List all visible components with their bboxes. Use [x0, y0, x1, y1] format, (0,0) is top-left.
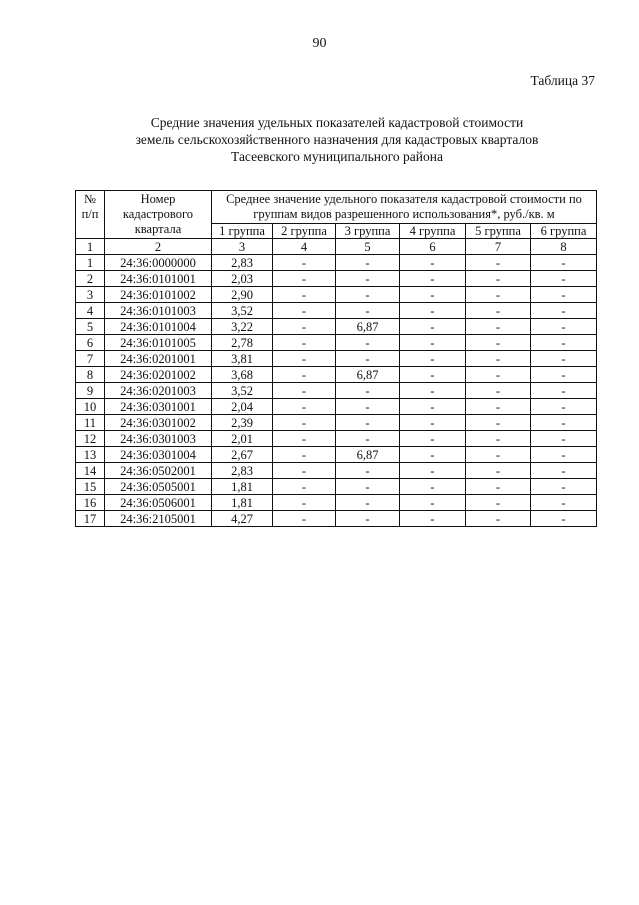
- quarter-number-cell: 24:36:0502001: [105, 463, 212, 479]
- group-5-value: -: [466, 303, 531, 319]
- row-number-cell: 14: [76, 463, 105, 479]
- group-4-value: -: [400, 367, 466, 383]
- table-row: [76, 415, 597, 431]
- group-3-value: -: [336, 287, 400, 303]
- table-row: [76, 303, 597, 319]
- group-3-value: -: [336, 335, 400, 351]
- group-6-value: -: [531, 399, 597, 415]
- group-1-value: 2,83: [212, 255, 273, 271]
- group-1-value: 2,01: [212, 431, 273, 447]
- group-1-value: 2,03: [212, 271, 273, 287]
- quarter-number-cell: 24:36:0301003: [105, 431, 212, 447]
- group-6-value: -: [531, 367, 597, 383]
- header-index-row: [76, 239, 597, 255]
- row-number-cell: 11: [76, 415, 105, 431]
- group-1-value: 3,81: [212, 351, 273, 367]
- group-4-value: -: [400, 351, 466, 367]
- group-6-value: -: [531, 271, 597, 287]
- group-3-value: -: [336, 431, 400, 447]
- table-row: [76, 479, 597, 495]
- table-body: [76, 255, 597, 527]
- index-cell: 6: [400, 239, 466, 255]
- group-3-value: -: [336, 399, 400, 415]
- group-2-value: -: [273, 383, 336, 399]
- group-6-value: -: [531, 463, 597, 479]
- index-cell: 8: [531, 239, 597, 255]
- table-row: [76, 271, 597, 287]
- quarter-number-cell: 24:36:0101002: [105, 287, 212, 303]
- header-number: № п/п: [76, 191, 105, 239]
- row-number-cell: 2: [76, 271, 105, 287]
- group-5-value: -: [466, 255, 531, 271]
- index-cell: 7: [466, 239, 531, 255]
- table-row: [76, 495, 597, 511]
- quarter-number-cell: 24:36:0301002: [105, 415, 212, 431]
- table-row: [76, 335, 597, 351]
- group-3-value: -: [336, 511, 400, 527]
- document-title: [0, 114, 639, 165]
- group-6-value: -: [531, 431, 597, 447]
- group-2-value: -: [273, 271, 336, 287]
- group-2-value: -: [273, 511, 336, 527]
- group-4-value: -: [400, 335, 466, 351]
- quarter-number-cell: 24:36:0101004: [105, 319, 212, 335]
- group-2-value: -: [273, 319, 336, 335]
- title-line-2: земель сельскохозяйственного назначения для кадастровых кварталов: [135, 132, 539, 147]
- row-number-cell: 6: [76, 335, 105, 351]
- header-average-value: Среднее значение удельного показателя кадастровой стоимости по группам видов разрешенного использования*, руб./кв. м: [212, 191, 597, 224]
- group-3-value: -: [336, 351, 400, 367]
- quarter-number-cell: 24:36:0201002: [105, 367, 212, 383]
- cadastral-value-table: [75, 190, 597, 527]
- group-5-value: -: [466, 511, 531, 527]
- group-3-value: -: [336, 463, 400, 479]
- row-number-cell: 4: [76, 303, 105, 319]
- group-1-value: 3,52: [212, 303, 273, 319]
- quarter-number-cell: 24:36:0101005: [105, 335, 212, 351]
- index-cell: 1: [76, 239, 105, 255]
- quarter-number-cell: 24:36:0301004: [105, 447, 212, 463]
- group-4-value: -: [400, 287, 466, 303]
- header-group-1: 1 группа: [212, 223, 273, 238]
- quarter-number-cell: 24:36:0201003: [105, 383, 212, 399]
- quarter-number-cell: 24:36:0000000: [105, 255, 212, 271]
- group-5-value: -: [466, 431, 531, 447]
- group-1-value: 2,04: [212, 399, 273, 415]
- group-1-value: 4,27: [212, 511, 273, 527]
- group-1-value: 3,68: [212, 367, 273, 383]
- header-quarter: Номер кадастрового квартала: [105, 191, 212, 239]
- group-4-value: -: [400, 303, 466, 319]
- group-3-value: -: [336, 271, 400, 287]
- group-3-value: 6,87: [336, 319, 400, 335]
- group-6-value: -: [531, 495, 597, 511]
- group-4-value: -: [400, 383, 466, 399]
- group-6-value: -: [531, 335, 597, 351]
- group-5-value: -: [466, 335, 531, 351]
- group-1-value: 2,39: [212, 415, 273, 431]
- title-line-3: Тасеевского муниципального района: [231, 149, 443, 164]
- group-2-value: -: [273, 431, 336, 447]
- group-2-value: -: [273, 287, 336, 303]
- row-number-cell: 1: [76, 255, 105, 271]
- group-6-value: -: [531, 351, 597, 367]
- group-5-value: -: [466, 271, 531, 287]
- index-cell: 3: [212, 239, 273, 255]
- group-2-value: -: [273, 367, 336, 383]
- group-6-value: -: [531, 479, 597, 495]
- group-3-value: -: [336, 415, 400, 431]
- table-row: [76, 351, 597, 367]
- table-row: [76, 367, 597, 383]
- row-number-cell: 12: [76, 431, 105, 447]
- group-3-value: -: [336, 383, 400, 399]
- header-group-2: 2 группа: [273, 223, 336, 238]
- quarter-number-cell: 24:36:0201001: [105, 351, 212, 367]
- group-2-value: -: [273, 495, 336, 511]
- row-number-cell: 8: [76, 367, 105, 383]
- quarter-number-cell: 24:36:0301001: [105, 399, 212, 415]
- group-4-value: -: [400, 399, 466, 415]
- page-number: 90: [312, 36, 327, 51]
- table-row: [76, 319, 597, 335]
- group-1-value: 2,83: [212, 463, 273, 479]
- group-3-value: -: [336, 255, 400, 271]
- group-5-value: -: [466, 383, 531, 399]
- quarter-number-cell: 24:36:0101003: [105, 303, 212, 319]
- group-6-value: -: [531, 287, 597, 303]
- group-2-value: -: [273, 415, 336, 431]
- group-2-value: -: [273, 479, 336, 495]
- row-number-cell: 7: [76, 351, 105, 367]
- group-3-value: 6,87: [336, 367, 400, 383]
- index-cell: 5: [336, 239, 400, 255]
- group-2-value: -: [273, 255, 336, 271]
- group-1-value: 1,81: [212, 479, 273, 495]
- row-number-cell: 15: [76, 479, 105, 495]
- index-cell: 4: [273, 239, 336, 255]
- group-2-value: -: [273, 463, 336, 479]
- header-row-top: [76, 191, 597, 224]
- group-2-value: -: [273, 399, 336, 415]
- group-4-value: -: [400, 463, 466, 479]
- group-6-value: -: [531, 511, 597, 527]
- group-1-value: 3,52: [212, 383, 273, 399]
- group-4-value: -: [400, 415, 466, 431]
- row-number-cell: 10: [76, 399, 105, 415]
- group-4-value: -: [400, 511, 466, 527]
- group-3-value: -: [336, 479, 400, 495]
- quarter-number-cell: 24:36:0505001: [105, 479, 212, 495]
- group-5-value: -: [466, 415, 531, 431]
- group-2-value: -: [273, 335, 336, 351]
- group-4-value: -: [400, 271, 466, 287]
- group-6-value: -: [531, 303, 597, 319]
- group-6-value: -: [531, 415, 597, 431]
- title-line-1: Средние значения удельных показателей кадастровой стоимости: [150, 115, 524, 130]
- group-2-value: -: [273, 447, 336, 463]
- group-5-value: -: [466, 367, 531, 383]
- group-6-value: -: [531, 447, 597, 463]
- group-5-value: -: [466, 319, 531, 335]
- table-row: [76, 287, 597, 303]
- row-number-cell: 5: [76, 319, 105, 335]
- quarter-number-cell: 24:36:2105001: [105, 511, 212, 527]
- group-1-value: 3,22: [212, 319, 273, 335]
- table-row: [76, 431, 597, 447]
- header-group-6: 6 группа: [531, 223, 597, 238]
- group-2-value: -: [273, 351, 336, 367]
- group-4-value: -: [400, 495, 466, 511]
- row-number-cell: 13: [76, 447, 105, 463]
- table-label: Таблица 37: [530, 73, 595, 88]
- header-group-4: 4 группа: [400, 223, 466, 238]
- table-row: [76, 511, 597, 527]
- group-5-value: -: [466, 447, 531, 463]
- group-1-value: 2,78: [212, 335, 273, 351]
- group-4-value: -: [400, 431, 466, 447]
- group-6-value: -: [531, 383, 597, 399]
- quarter-number-cell: 24:36:0101001: [105, 271, 212, 287]
- row-number-cell: 16: [76, 495, 105, 511]
- group-4-value: -: [400, 255, 466, 271]
- group-1-value: 2,67: [212, 447, 273, 463]
- group-4-value: -: [400, 319, 466, 335]
- group-5-value: -: [466, 463, 531, 479]
- group-5-value: -: [466, 495, 531, 511]
- index-cell: 2: [105, 239, 212, 255]
- table-row: [76, 463, 597, 479]
- row-number-cell: 17: [76, 511, 105, 527]
- group-3-value: -: [336, 303, 400, 319]
- table-row: [76, 255, 597, 271]
- table-row: [76, 399, 597, 415]
- group-2-value: -: [273, 303, 336, 319]
- group-1-value: 1,81: [212, 495, 273, 511]
- header-group-5: 5 группа: [466, 223, 531, 238]
- row-number-cell: 3: [76, 287, 105, 303]
- header-group-3: 3 группа: [336, 223, 400, 238]
- group-5-value: -: [466, 479, 531, 495]
- table-row: [76, 383, 597, 399]
- group-3-value: 6,87: [336, 447, 400, 463]
- group-6-value: -: [531, 319, 597, 335]
- group-3-value: -: [336, 495, 400, 511]
- group-5-value: -: [466, 351, 531, 367]
- group-1-value: 2,90: [212, 287, 273, 303]
- table-row: [76, 447, 597, 463]
- group-6-value: -: [531, 255, 597, 271]
- group-5-value: -: [466, 287, 531, 303]
- row-number-cell: 9: [76, 383, 105, 399]
- group-4-value: -: [400, 447, 466, 463]
- quarter-number-cell: 24:36:0506001: [105, 495, 212, 511]
- group-5-value: -: [466, 399, 531, 415]
- group-4-value: -: [400, 479, 466, 495]
